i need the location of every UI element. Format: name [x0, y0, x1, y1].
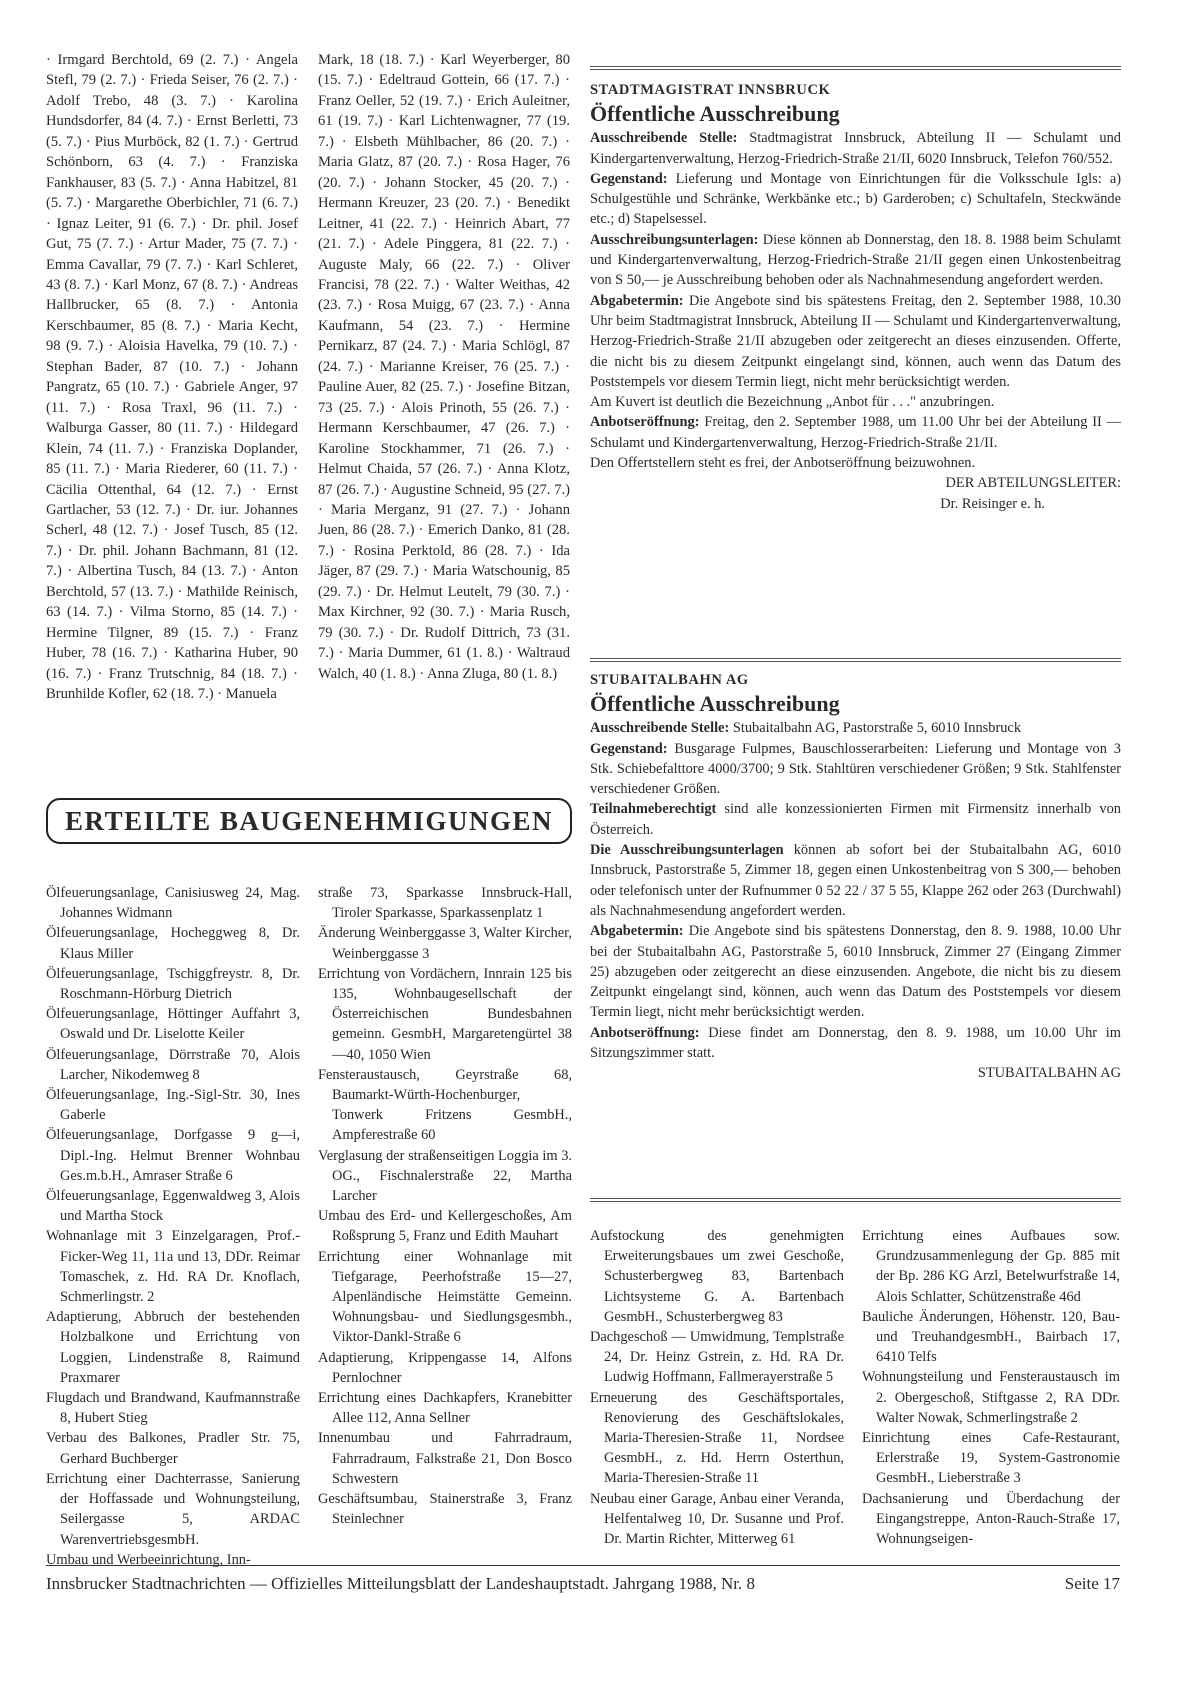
tender-title: Öffentliche Ausschreibung	[590, 101, 840, 127]
permit-entry: Aufstockung des genehmigten Erweiterungsbaues um zwei Geschoße, Schusterbergweg 83, Bartenbach Lichtsysteme G. A. Bartenbach GesmbH., Schusterbergweg 83	[590, 1228, 844, 1325]
permit-entry: Ölfeuerungsanlage, Dörrstraße 70, Alois Larcher, Nikodemweg 8	[46, 1046, 300, 1083]
tender-paragraph: Ausschreibende Stelle: Stubaitalbahn AG, Pastorstraße 5, 6010 Innsbruck	[590, 720, 1022, 737]
permit-entry: Neubau einer Garage, Anbau einer Veranda, Helfentalweg 10, Dr. Susanne und Prof. Dr. Martin Richter, Mitterweg 61	[590, 1490, 844, 1548]
permit-entry: Errichtung einer Wohnanlage mit Tiefgarage, Peerhofstraße 15—27, Alpenländische Heimstätte Gemeinn. Wohnungsbau- und Siedlungsgesmbh., Viktor-Dankl-Straße 6	[318, 1248, 572, 1346]
permit-entry: Umbau und Werbeeinrichtung, Inn-	[46, 1551, 251, 1568]
tender-stadtmagistrat	[590, 80, 1121, 514]
permit-entry: Ölfeuerungsanlage, Tschiggfreystr. 8, Dr. Roschmann-Hörburg Dietrich	[46, 965, 300, 1003]
permit-entry: Ölfeuerungsanlage, Eggenwaldweg 3, Alois und Martha Stock	[46, 1188, 300, 1225]
obituary-text: Mark, 18 (18. 7.) · Karl Weyerberger, 80 (15. 7.) · Edeltraud Gottein, 66 (17. 7.) · Franz Oeller, 52 (19. 7.) · Erich Auleitner, 61 (19. 7.) · Karl Lichtenwagner, 77 (19. 7.) · Elsbeth Mühlbacher, 86 (20. 7.) · Maria Glatz, 87 (20. 7.) · Rosa Hager, 76 (20. 7.) · Johann Stocker, 45 (20. 7.) · Hermann Kreuzer, 23 (20. 7.) · Benedikt Leitner, 41 (22. 7.) · Heinrich Abart, 77 (21. 7.) · Adele Pinggera, 81 (22. 7.) · Auguste Maly, 66 (22. 7.) · Oliver Francisi, 78 (22. 7.) · Walter Weithas, 42 (23. 7.) · Rosa Muigg, 67 (23. 7.) · Anna Kaufmann, 54 (23. 7.) · Hermine Pernikarz, 87 (24. 7.) · Maria Schlögl, 87 (24. 7.) · Marianne Kreiser, 76 (25. 7.) · Pauline Auer, 82 (25. 7.) · Josefine Bitzan, 73 (25. 7.) · Alois Prinoth, 55 (26. 7.) · Hermann Kerschbaumer, 47 (26. 7.) · Karoline Stockhammer, 71 (26. 7.) · Helmut Chaida, 57 (26. 7.) · Anna Klotz, 87 (26. 7.) · Augustine Schneid, 95 (27. 7.) · Maria Merganz, 91 (27. 7.) · Johann Juen, 86 (28. 7.) · Emerich Danko, 81 (28. 7.) · Rosina Perktold, 86 (28. 7.) · Ida Jäger, 87 (29. 7.) · Maria Watschounig, 85 (29. 7.) · Dr. Helmut Leutelt, 79 (30. 7.) · Max Kirchner, 92 (30. 7.) · Maria Rusch, 79 (30. 7.) · Dr. Rudolf Dittrich, 73 (31. 7.) · Maria Dummer, 61 (1. 8.) · Waltraud Walch, 40 (1. 8.) · Anna Zluga, 80 (1. 8.)	[318, 52, 570, 682]
permit-entry: Errichtung eines Aufbaues sow. Grundzusammenlegung der Gp. 885 mit der Bp. 286 KG Arzl, Betelwurfstraße 14, Alois Schlatter, Schützenstraße 46d	[862, 1228, 1120, 1305]
permits-column-1	[46, 883, 300, 1570]
tender-paragraph: Anbotseröffnung: Freitag, den 2. September 1988, um 11.00 Uhr bei der Abteilung II — Schulamt und Kindergartenverwaltung, Herzog-Friedrich-Straße 21/II.	[590, 414, 1121, 451]
permit-entry: Wohnungsteilung und Fensteraustausch im 2. Obergeschoß, Stiftgasse 2, RA DDr. Walter Nowak, Schmerlingstraße 2	[862, 1369, 1120, 1426]
tender-organization: STADTMAGISTRAT INNSBRUCK	[590, 82, 831, 98]
tender-paragraph: Ausschreibende Stelle: Stadtmagistrat Innsbruck, Abteilung II — Schulamt und Kindergartenverwaltung, Herzog-Friedrich-Straße 21/II, 6020 Innsbruck, Telefon 760/552.	[590, 130, 1121, 167]
permits-heading: ERTEILTE BAUGENEHMIGUNGEN	[46, 798, 572, 844]
obituary-column-1	[46, 50, 298, 705]
obituary-text: · Irmgard Berchtold, 69 (2. 7.) · Angela Stefl, 79 (2. 7.) · Frieda Seiser, 76 (2. 7.) · Adolf Trebo, 48 (3. 7.) · Karolina Hundsdorfer, 84 (4. 7.) · Ernst Berletti, 73 (5. 7.) · Pius Murböck, 82 (1. 7.) · Gertrud Schönborn, 63 (4. 7.) · Franziska Fankhauser, 83 (5. 7.) · Anna Habitzel, 81 (5. 7.) · Margarethe Oberbichler, 71 (6. 7.) · Ignaz Leiter, 91 (6. 7.) · Dr. phil. Josef Gut, 75 (7. 7.) · Artur Mader, 75 (7. 7.) · Emma Cavallar, 79 (7. 7.) · Karl Schleret, 43 (8. 7.) · Karl Monz, 67 (8. 7.) · Andreas Hallbrucker, 65 (8. 7.) · Antonia Kerschbaumer, 85 (8. 7.) · Maria Kecht, 98 (9. 7.) · Aloisia Havelka, 79 (10. 7.) · Stephan Bader, 87 (10. 7.) · Johann Pangratz, 65 (10. 7.) · Gabriele Anger, 97 (11. 7.) · Rosa Traxl, 96 (11. 7.) · Walburga Gasser, 80 (11. 7.) · Hildegard Klein, 74 (11. 7.) · Franziska Doplander, 85 (11. 7.) · Maria Riederer, 60 (11. 7.) · Cäcilia Ottenthal, 64 (12. 7.) · Ernst Gartlacher, 53 (12. 7.) · Dr. iur. Johannes Scherl, 48 (12. 7.) · Josef Tusch, 85 (12. 7.) · Dr. phil. Johann Bachmann, 81 (12. 7.) · Albertina Tusch, 84 (13. 7.) · Anton Berchtold, 57 (13. 7.) · Mathilde Reinisch, 63 (14. 7.) · Vilma Storno, 85 (14. 7.) · Hermine Tilgner, 89 (15. 7.) · Franz Huber, 78 (16. 7.) · Katharina Huber, 90 (16. 7.) · Franz Trutschnig, 84 (18. 7.) · Brunhilde Kofler, 62 (18. 7.) · Manuela	[46, 52, 298, 703]
page-footer	[46, 1574, 1120, 1594]
tender-paragraph: Die Ausschreibungsunterlagen können ab sofort bei der Stubaitalbahn AG, 6010 Innsbruck, Pastorstraße 5, Zimmer 18, gegen einen Unkostenbeitrag von S 300,— behoben oder telefonisch unter der Rufnummer 0 52 22 / 37 5 55, Klappe 262 oder 263 (Durchwahl) als Nachnahmesendung angefordert werden.	[590, 842, 1121, 919]
permit-entry: Ölfeuerungsanlage, Canisiusweg 24, Mag. Johannes Widmann	[46, 885, 300, 922]
tender-paragraph: Den Offertstellern steht es frei, der Anbotseröffnung beizuwohnen.	[590, 455, 976, 472]
permit-entry: Adaptierung, Abbruch der bestehenden Holzbalkone und Errichtung von Loggien, Lindenstraße 8, Raimund Praxmarer	[46, 1309, 300, 1386]
permit-entry: Verbau des Balkones, Pradler Str. 75, Gerhard Buchberger	[46, 1430, 300, 1467]
obituary-column-2	[318, 50, 570, 684]
permit-entry: Verglasung der straßenseitigen Loggia im 3. OG., Fischnalerstraße 22, Martha Larcher	[318, 1147, 572, 1205]
signature-name: Dr. Reisinger e. h.	[940, 495, 1045, 512]
permit-entry: Dachgeschoß — Umwidmung, Templstraße 24, Dr. Heinz Gstrein, z. Hd. RA Dr. Ludwig Hoffmann, Fallmerayerstraße 5	[590, 1329, 844, 1386]
permit-entry: Erneuerung des Geschäftsportales, Renovierung des Geschäftslokales, Maria-Theresien-Straße 11, Nordsee GesmbH., z. Hd. Herrn Osterthun, Maria-Theresien-Straße 11	[590, 1389, 844, 1487]
tender-paragraph: Abgabetermin: Die Angebote sind bis spätestens Donnerstag, den 8. 9. 1988, 10.00 Uhr bei der Stubaitalbahn AG, Pastorstraße 5, 6010 Innsbruck, Zimmer 27 (Eingang Zimmer 25) abzugeben oder zeitgerecht an diese einzusenden. Angebote, die nicht bis zu diesem Zeitpunkt eingelangt sind, können, auch wenn das Datum des Poststempels vor diesem Termin liegt, nicht mehr berücksichtigt werden.	[590, 923, 1121, 1021]
tender-paragraph: Abgabetermin: Die Angebote sind bis spätestens Freitag, den 2. September 1988, 10.30 Uhr beim Stadtmagistrat Innsbruck, Abteilung II — Schulamt und Kindergartenverwaltung, Herzog-Friedrich-Straße 21/II abzugeben oder zeitgerecht an dieses einzusenden. Offerte, die nicht bis zu diesem Zeitpunkt eingelangt sind, können, auch wenn das Datum des Poststempels vor diesem Termin liegt, nicht mehr berücksichtigt werden.	[590, 292, 1121, 390]
permit-entry: Ölfeuerungsanlage, Höttinger Auffahrt 3, Oswald und Dr. Liselotte Keiler	[46, 1006, 300, 1043]
permit-entry: Wohnanlage mit 3 Einzelgaragen, Prof.-Ficker-Weg 11, 11a und 13, DDr. Reimar Tomaschek, z. Hd. RA Dr. Knoflach, Schmerlingstr. 2	[46, 1228, 300, 1306]
tender-paragraph: Gegenstand: Lieferung und Montage von Einrichtungen für die Volksschule Igls: a) Schulgestühle und Schränke, Werkbänke etc.; b) Garderoben; c) Schultafeln, Steckwände etc.; d) Stapelsessel.	[590, 170, 1121, 228]
permit-entry: Änderung Weinberggasse 3, Walter Kircher, Weinberggasse 3	[318, 925, 572, 962]
tender-paragraph: Teilnahmeberechtigt sind alle konzessionierten Firmen mit Firmensitz innerhalb von Österreich.	[590, 801, 1121, 838]
footer-publication: Innsbrucker Stadtnachrichten — Offizielles Mitteilungsblatt der Landeshauptstadt. Jahrgang 1988, Nr. 8	[46, 1574, 755, 1593]
permit-entry: Einrichtung eines Cafe-Restaurant, Erlerstraße 19, System-Gastronomie GesmbH., Lieberstraße 3	[862, 1430, 1120, 1487]
permit-entry: Umbau des Erd- und Kellergeschoßes, Am Roßsprung 5, Franz und Edith Mauhart	[318, 1208, 572, 1245]
signature-org: STUBAITALBAHN AG	[977, 1065, 1121, 1082]
signature-title: DER ABTEILUNGSLEITER:	[945, 475, 1121, 492]
double-rule	[590, 658, 1121, 662]
permit-entry: Ölfeuerungsanlage, Ing.-Sigl-Str. 30, Ines Gaberle	[46, 1087, 300, 1124]
permits-column-3	[590, 1226, 844, 1549]
double-rule	[590, 66, 1121, 70]
permit-entry: Innenumbau und Fahrradraum, Fahrradraum, Falkstraße 21, Don Bosco Schwestern	[318, 1430, 572, 1487]
permit-entry: Ölfeuerungsanlage, Hocheggweg 8, Dr. Klaus Miller	[46, 925, 300, 962]
permit-entry: Errichtung von Vordächern, Innrain 125 bis 135, Wohnbaugesellschaft der Österreichischen Bundesbahnen gemeinn. GesmbH, Margaretengürtel 38—40, 1050 Wien	[318, 965, 572, 1063]
page-number: Seite 17	[1064, 1574, 1120, 1593]
permit-entry: Bauliche Änderungen, Höhenstr. 120, Bau- und TreuhandgesmbH., Bairbach 17, 6410 Telfs	[862, 1308, 1120, 1366]
tender-organization: STUBAITALBAHN AG	[590, 672, 749, 688]
tender-paragraph: Anbotseröffnung: Diese findet am Donnerstag, den 8. 9. 1988, um 10.00 Uhr im Sitzungszimmer statt.	[590, 1024, 1121, 1062]
permits-column-4	[862, 1226, 1120, 1549]
permits-column-2	[318, 883, 572, 1530]
permit-entry: Flugdach und Brandwand, Kaufmannstraße 8, Hubert Stieg	[46, 1390, 300, 1427]
permit-entry: straße 73, Sparkasse Innsbruck-Hall, Tiroler Sparkasse, Sparkassenplatz 1	[318, 885, 572, 922]
permit-entry: Errichtung einer Dachterrasse, Sanierung der Hoffassade und Wohnungsteilung, Seilergasse 5, ARDAC WarenvertriebsgesmbH.	[46, 1470, 300, 1548]
tender-paragraph: Ausschreibungsunterlagen: Diese können ab Donnerstag, den 18. 8. 1988 beim Schulamt und Kindergartenverwaltung, Herzog-Friedrich-Straße 21/II gegen einen Unkostenbeitrag von S 50,— je Ausschreibung behoben oder als Nachnahmesendung angefordert werden.	[590, 231, 1121, 289]
permit-entry: Geschäftsumbau, Stainerstraße 3, Franz Steinlechner	[318, 1491, 572, 1528]
permit-entry: Dachsanierung und Überdachung der Eingangstreppe, Anton-Rauch-Straße 17, Wohnungseigen-	[862, 1490, 1120, 1548]
tender-paragraph: Gegenstand: Busgarage Fulpmes, Bauschlosserarbeiten: Lieferung und Montage von 3 Stk. Schiebefalttore 4000/3700; 9 Stk. Stahltüren verschiedener Größen; 9 Stk. Stahlfenster verschiedener Größen.	[590, 740, 1121, 798]
footer-rule	[46, 1565, 1120, 1566]
tender-stubaitalbahn	[590, 670, 1121, 1084]
tender-paragraph: Am Kuvert ist deutlich die Bezeichnung „Anbot für . . ." anzubringen.	[590, 394, 995, 411]
permit-entry: Fensteraustausch, Geyrstraße 68, Baumarkt-Würth-Hochenburger, Tonwerk Fritzens GesmbH., Ampferestraße 60	[318, 1066, 572, 1144]
permit-entry: Errichtung eines Dachkapfers, Kranebitter Allee 112, Anna Sellner	[318, 1390, 572, 1427]
double-rule	[590, 1198, 1121, 1202]
tender-title: Öffentliche Ausschreibung	[590, 691, 840, 717]
permit-entry: Ölfeuerungsanlage, Dorfgasse 9 g—i, Dipl.-Ing. Helmut Brenner Wohnbau Ges.m.b.H., Amraser Straße 6	[46, 1127, 300, 1184]
permit-entry: Adaptierung, Krippengasse 14, Alfons Pernlochner	[318, 1349, 572, 1386]
